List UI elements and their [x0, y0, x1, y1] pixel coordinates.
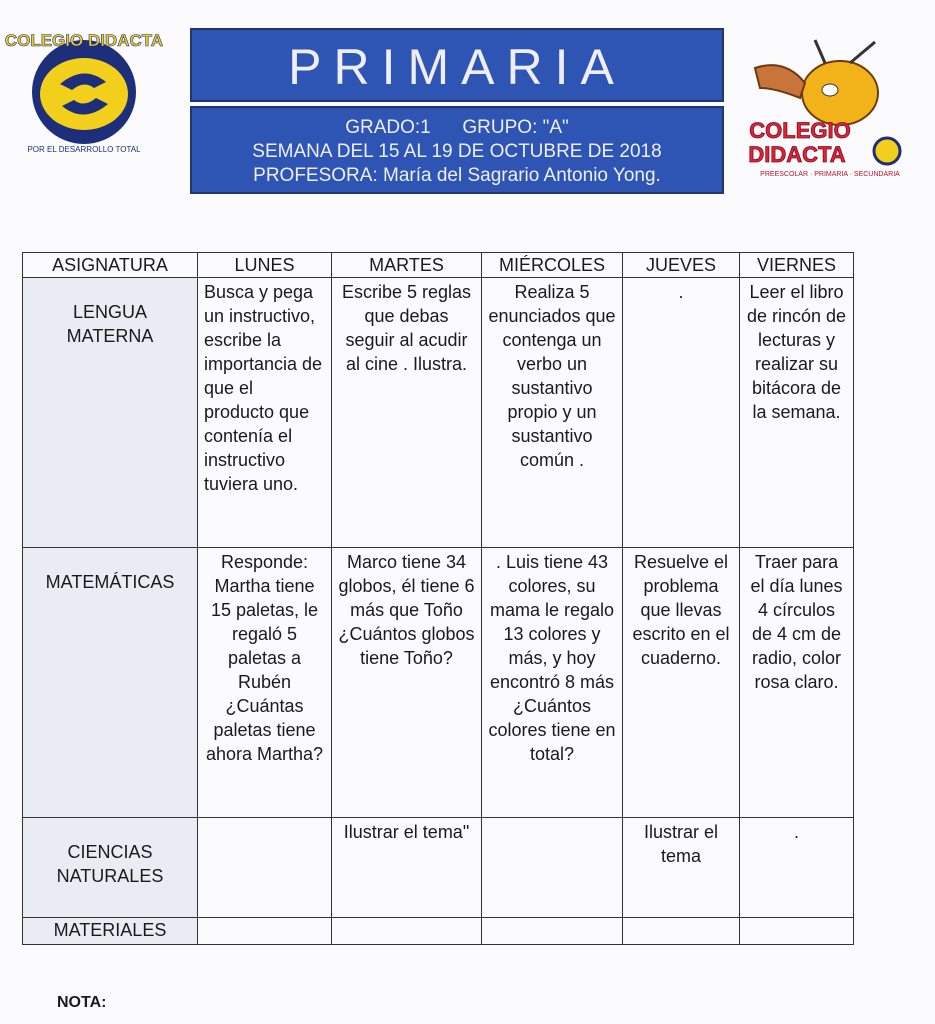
- task-cell: Marco tiene 34 globos, él tiene 6 más que Toño ¿Cuántos globos tiene Toño?: [332, 548, 482, 818]
- task-cell: Realiza 5 enunciados que contenga un verbo un sustantivo propio y un sustantivo común .: [482, 278, 623, 548]
- table-row: [23, 818, 854, 918]
- task-cell: Responde: Martha tiene 15 paletas, le regaló 5 paletas a Rubén ¿Cuántas paletas tiene ahora Martha?: [198, 548, 332, 818]
- task-cell: .: [740, 818, 854, 918]
- task-cell: [332, 918, 482, 945]
- header-lunes: LUNES: [198, 253, 332, 278]
- task-cell: Ilustrar el tema: [623, 818, 740, 918]
- task-cell: Escribe 5 reglas que debas seguir al acudir al cine . Ilustra.: [332, 278, 482, 548]
- colegio-didacta-bee-logo: [745, 38, 915, 178]
- table-row: [23, 278, 854, 548]
- table-row: [23, 918, 854, 945]
- task-cell: [198, 918, 332, 945]
- grupo: GRUPO: "A": [462, 117, 569, 138]
- task-cell: . Luis tiene 43 colores, su mama le regalo 13 colores y más, y hoy encontró 8 más ¿Cuántos colores tiene en total?: [482, 548, 623, 818]
- header-martes: MARTES: [332, 253, 482, 278]
- task-cell: Resuelve el problema que llevas escrito en el cuaderno.: [623, 548, 740, 818]
- task-cell: Ilustrar el tema": [332, 818, 482, 918]
- svg-text:DIDACTA: DIDACTA: [748, 142, 846, 167]
- task-cell: [198, 818, 332, 918]
- subject-cell: MATEMÁTICAS: [23, 548, 198, 818]
- header-jueves: JUEVES: [623, 253, 740, 278]
- task-cell: Leer el libro de rincón de lecturas y realizar su bitácora de la semana.: [740, 278, 854, 548]
- page-title: PRIMARIA: [288, 39, 626, 95]
- table-header-row: [23, 253, 854, 278]
- grado-grupo: [192, 116, 722, 140]
- subject-cell: MATERIALES: [23, 918, 198, 945]
- svg-text:PREESCOLAR · PRIMARIA · SECUND: PREESCOLAR · PRIMARIA · SECUNDARIA: [760, 171, 900, 178]
- semana: SEMANA DEL 15 AL 19 DE OCTUBRE DE 2018: [252, 141, 662, 162]
- task-cell: .: [623, 278, 740, 548]
- title-banner: [190, 28, 724, 102]
- header-asignatura: ASIGNATURA: [23, 253, 198, 278]
- subject-cell: LENGUA MATERNA: [23, 278, 198, 548]
- svg-text:POR EL DESARROLLO TOTAL: POR EL DESARROLLO TOTAL: [27, 145, 141, 154]
- svg-text:COLEGIO DIDACTA: COLEGIO DIDACTA: [4, 31, 164, 50]
- task-cell: [482, 918, 623, 945]
- header-viernes: VIERNES: [740, 253, 854, 278]
- task-cell: Traer para el día lunes 4 círculos de 4 cm de radio, color rosa claro.: [740, 548, 854, 818]
- task-cell: [482, 818, 623, 918]
- task-cell: [623, 918, 740, 945]
- nota-label: NOTA:: [57, 994, 107, 1011]
- task-cell: [740, 918, 854, 945]
- task-cell: Busca y pega un instructivo, escribe la importancia de que el producto que contenía el instructivo tuviera uno.: [198, 278, 332, 548]
- header-miercoles: MIÉRCOLES: [482, 253, 623, 278]
- grado: GRADO:1: [345, 117, 431, 138]
- table-row: [23, 548, 854, 818]
- svg-text:COLEGIO: COLEGIO: [749, 118, 851, 143]
- weekly-schedule-table: [22, 252, 854, 945]
- profesora: PROFESORA: María del Sagrario Antonio Yong.: [253, 165, 661, 186]
- subject-cell: CIENCIAS NATURALES: [23, 818, 198, 918]
- info-banner: [190, 106, 724, 194]
- colegio-didacta-logo-left: [2, 24, 167, 154]
